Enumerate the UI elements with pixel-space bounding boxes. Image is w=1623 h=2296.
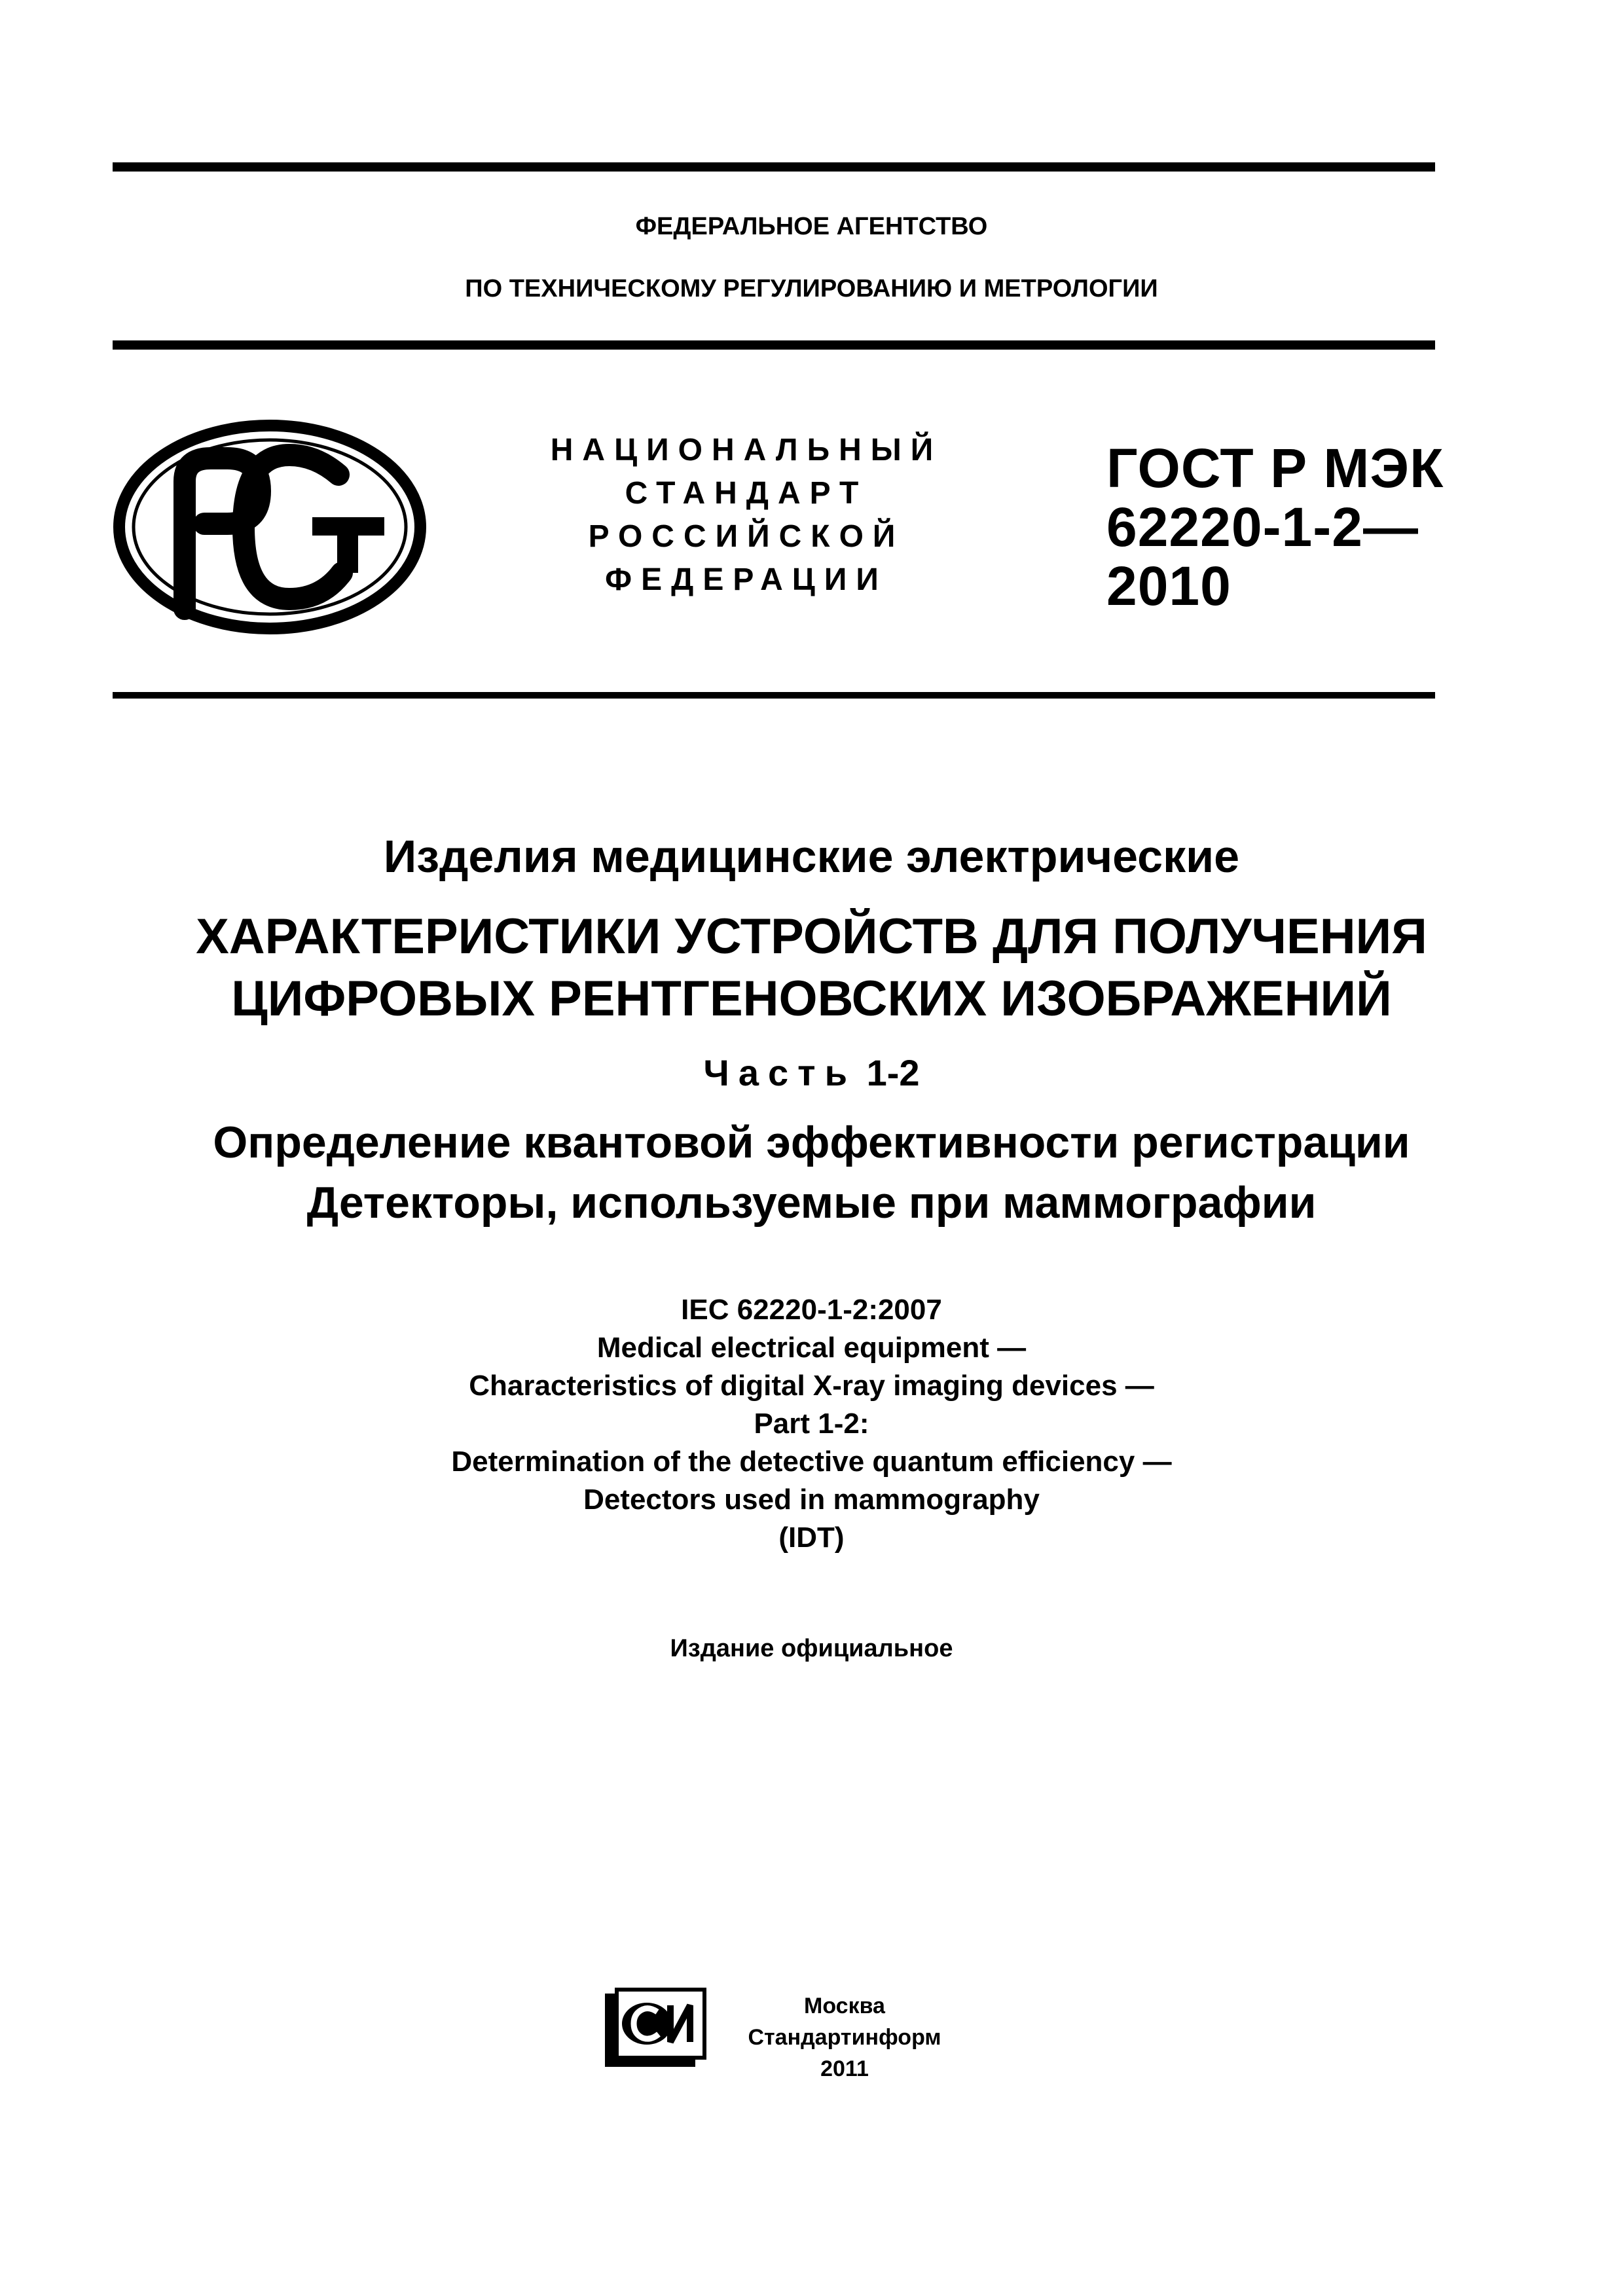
- publisher-city: Москва: [804, 1994, 885, 2018]
- title-en-line-1: IEC 62220-1-2:2007: [681, 1294, 942, 1326]
- national-standard-line-1: НАЦИОНАЛЬНЫЙ: [550, 433, 943, 467]
- rst-certification-logo: [113, 419, 427, 635]
- part-number: 1-2: [866, 1052, 920, 1093]
- national-standard-line-4: ФЕДЕРАЦИИ: [605, 562, 888, 597]
- title-en-line-6: Detectors used in mammography: [583, 1484, 1040, 1516]
- top-rule: [113, 162, 1435, 172]
- agency-line-1: ФЕДЕРАЛЬНОЕ АГЕНТСТВО: [635, 213, 988, 240]
- agency-rule: [113, 340, 1435, 350]
- part-label: [0, 1051, 1623, 1094]
- gost-line-2: 62220-1-2—: [1106, 496, 1419, 558]
- title-en-line-3: Characteristics of digital X-ray imaging devices —: [469, 1370, 1154, 1402]
- national-standard-label: [517, 429, 976, 602]
- title-en-line-4: Part 1-2:: [754, 1408, 869, 1440]
- agency-line-2: ПО ТЕХНИЧЕСКОМУ РЕГУЛИРОВАНИЮ И МЕТРОЛОГИИ: [465, 275, 1158, 302]
- title-en-line-5: Determination of the detective quantum efficiency —: [451, 1446, 1172, 1478]
- publisher-info: [720, 1990, 969, 2085]
- gost-line-3: 2010: [1106, 555, 1231, 617]
- edition-label: Издание официальное: [670, 1635, 953, 1662]
- subtitle-ru-line-2: Детекторы, используемые при маммографии: [306, 1178, 1317, 1228]
- title-ru-line-2: ХАРАКТЕРИСТИКИ УСТРОЙСТВ ДЛЯ ПОЛУЧЕНИЯ: [196, 909, 1427, 964]
- header-bottom-rule: [113, 692, 1435, 699]
- title-ru-line-3: ЦИФРОВЫХ РЕНТГЕНОВСКИХ ИЗОБРАЖЕНИЙ: [231, 971, 1392, 1027]
- national-standard-line-3: РОССИЙСКОЙ: [588, 519, 905, 554]
- subtitle-ru-line-1: Определение квантовой эффективности регистрации: [213, 1118, 1410, 1167]
- title-en-line-7: (IDT): [778, 1522, 845, 1554]
- publisher-name: Стандартинформ: [748, 2025, 941, 2050]
- gost-line-1: ГОСТ Р МЭК: [1106, 437, 1444, 499]
- gost-designation: [1106, 439, 1444, 615]
- title-en-line-2: Medical electrical equipment —: [596, 1332, 1027, 1364]
- standartinform-logo: [602, 1987, 707, 2072]
- publisher-year: 2011: [820, 2056, 869, 2081]
- title-ru-line-1: Изделия медицинские электрические: [383, 831, 1240, 882]
- part-word: Часть: [703, 1052, 856, 1093]
- national-standard-line-2: СТАНДАРТ: [625, 476, 868, 511]
